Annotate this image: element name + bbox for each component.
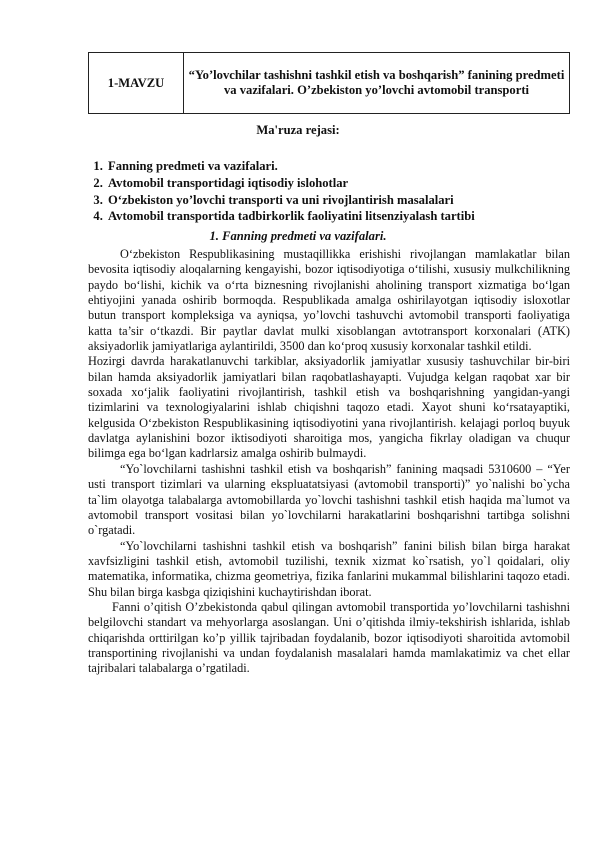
- body-text: [88, 247, 570, 677]
- topic-header-table: [88, 52, 570, 114]
- plan-item: 4. Avtomobil transportida tadbirkorlik faoliyatini litsenziyalash tartibi: [106, 208, 475, 225]
- lecture-plan-list: [88, 158, 475, 225]
- plan-item: 1. Fanning predmeti va vazifalari.: [106, 158, 475, 175]
- plan-item: 2. Avtomobil transportidagi iqtisodiy islohotlar: [106, 175, 475, 192]
- plan-item: 3. O‘zbekiston yo’lovchi transporti va uni rivojlantirish masalalari: [106, 192, 475, 209]
- paragraph: “Yo`lovchilarni tashishni tashkil etish va boshqarish” fanini bilish bilan birga harakat xavfsizligini tashkil etish, avtomobil tuzilishi, texnik xizmat ko`rsatish, yo`l qoidalari, oliy matematika, informatika, chizma geometriya, fizika fanlarini mukammal bilishlarini taqozo etadi. Shu bilan birga kasbga qiziqishini kuchaytirishdan iborat.: [88, 538, 570, 599]
- topic-number: 1-MAVZU: [89, 53, 184, 114]
- paragraph: “Yo`lovchilarni tashishni tashkil etish va boshqarish” fanining maqsadi 5310600 – “Yer usti transport tizimlari va ularning ekspluatatsiyasi (avtomobil transporti)” yo`nalishi bo`ycha ta`lim olayotga talabalarga avtomobillarda yo`lovchi tashishni tashkil etish haqida ma`lumot va avtomobil transport vositasi bilan yo`lovchilarni harakatlarini boshqarishni tartibga solishni o`rgatadi.: [88, 461, 570, 538]
- paragraph: Fanni o’qitish O’zbekistonda qabul qilingan avtomobil transportida yo’lovchilarni tashishni belgilovchi standart va mehyorlarga asoslangan. Uni o’qitishda ilmiy-tekshirish ishlarida, ishlab chiqarishda orttirilgan ko’p yillik tajribadan foydalanib, bozor iqtisodiyoti sharoitida avtomobil transportining rivojlanishi va undan foydalanish masalalari hamda mamlakatimiz va chet ellar tajribalari talabalarga o’rgatiladi.: [88, 599, 570, 676]
- paragraph: Hozirgi davrda harakatlanuvchi tarkiblar, aksiyadorlik jamiyatlar xususiy tashuvchilar bir-biri bilan hamda aksiyadorlik jamiyatlari bilan raqobatlashayapti. Vujudga kelgan raqobat xar bir soxada xo‘jalik faoliyatini rivojlantirish, tashkil etish va boshqarishning yangidan-yangi tizimlarini va texnologiyalarini ishlab chiqishni taqozo etadi. Xayot shuni ko‘rsatayaptiki, kelgusida O‘zbekiston Respublikasining iqtisodiyotini yana rivojlantirish. kelajagi porloq buyuk davlatga aylanishini bozor iktisodiyoti sharoitiga mos, yangicha fikrlay oladigan va chuqur bilimga ega bo‘lgan kadrlarsiz amalga oshirib bulmaydi.: [88, 354, 570, 461]
- lecture-plan-title: Ma'ruza rejasi:: [256, 123, 340, 137]
- paragraph: O‘zbekiston Respublikasining mustaqillikka erishishi rivojlangan mamlakatlar bilan bevosita iqtisodiy aloqalarning kengayishi, bozor iqtisodiyotiga o‘tilishi, xususiy mulkchilikning paydo bo‘lishi, kichik va o‘rta biznesning rivojlanishi aholining transport xizmatiga bo‘lgan ehtiyojini yanada oshirib bormoqda. Respublikada amalga oshirilayotgan iqtisodiy isloxotlar butun transport kompleksiga va ayniqsa, yo’lovchi tashuvchi avtomobil transporti faoliyatiga katta ta’sir o‘tkazdi. Bir paytlar davlat mulki xisoblangan avtotransport korxonalari (ATK) aksiyadorlik jamiyatlariga aylantirildi, 3500 dan ko‘proq xususiy korxonalar tashkil etildi.: [88, 247, 570, 354]
- topic-title: “Yo’lovchilar tashishni tashkil etish va boshqarish” fanining predmeti va vazifalari. O’zbekiston yo’lovchi avtomobil transporti: [184, 53, 570, 114]
- section-heading: 1. Fanning predmeti va vazifalari.: [209, 229, 387, 243]
